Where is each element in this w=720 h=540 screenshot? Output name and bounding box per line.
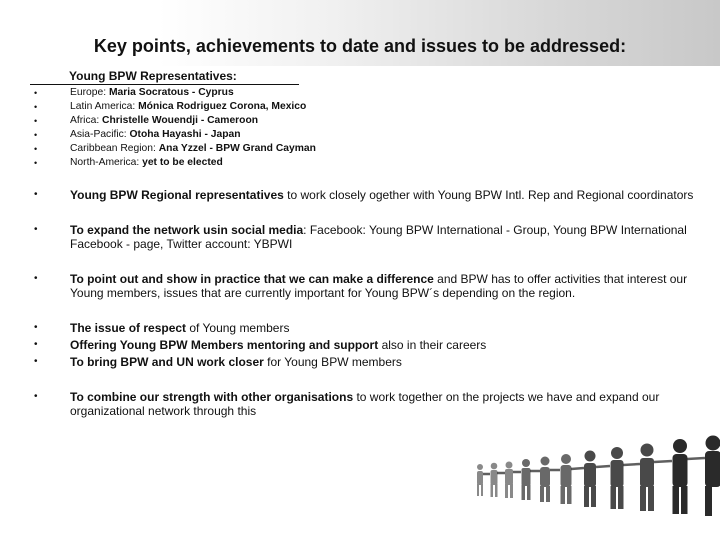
bullet-icon: • [34, 391, 38, 402]
bullet-icon: • [34, 224, 38, 235]
bullet-icon: • [34, 116, 38, 126]
list-item: • Latin America: Mónica Rodriguez Corona, Mexico [34, 101, 307, 112]
list-item: • North-America: yet to be elected [34, 157, 223, 168]
list-item: • Caribbean Region: Ana Yzzel - BPW Grand Cayman [34, 143, 316, 154]
bullet-icon: • [34, 356, 38, 367]
bullet-icon: • [34, 273, 38, 284]
slide-title: Key points, achievements to date and issues to be addressed: [93, 36, 627, 56]
bullet-icon: • [34, 158, 38, 168]
representatives-heading: Young BPW Representatives: [30, 69, 299, 85]
bullet-icon: • [34, 144, 38, 154]
bullet-icon: • [34, 88, 38, 98]
bullet-icon: • [34, 339, 38, 350]
bullet-icon: • [34, 130, 38, 140]
list-item: • Asia-Pacific: Otoha Hayashi - Japan [34, 129, 241, 140]
list-item: • To expand the network usin social media: Facebook: Young BPW International - Group, Young BPW International Facebook - page, Twitter account: YBPWI [34, 223, 687, 251]
bullet-icon: • [34, 102, 38, 112]
list-item: • To point out and show in practice that we can make a difference and BPW has to offer activities that interest our Young members, issues that are currently important for Young BPW´s depending on the region. [34, 272, 688, 300]
list-item: • To bring BPW and UN work closer for Young BPW members [34, 355, 402, 369]
list-item: • Africa: Christelle Wouendji - Cameroon [34, 115, 259, 126]
list-item: • Europe: Maria Socratous - Cyprus [34, 87, 234, 98]
list-item: • To combine our strength with other organisations to work together on the projects we have and expand our organizational network through this [34, 390, 660, 418]
bullet-icon: • [34, 322, 38, 333]
list-item: • The issue of respect of Young members [34, 321, 290, 335]
list-item: • Young BPW Regional representatives to work closely ogether with Young BPW Intl. Rep and Regional coordinators [34, 188, 694, 202]
bullet-icon: • [34, 189, 38, 200]
list-item: • Offering Young BPW Members mentoring and support also in their careers [34, 338, 487, 352]
